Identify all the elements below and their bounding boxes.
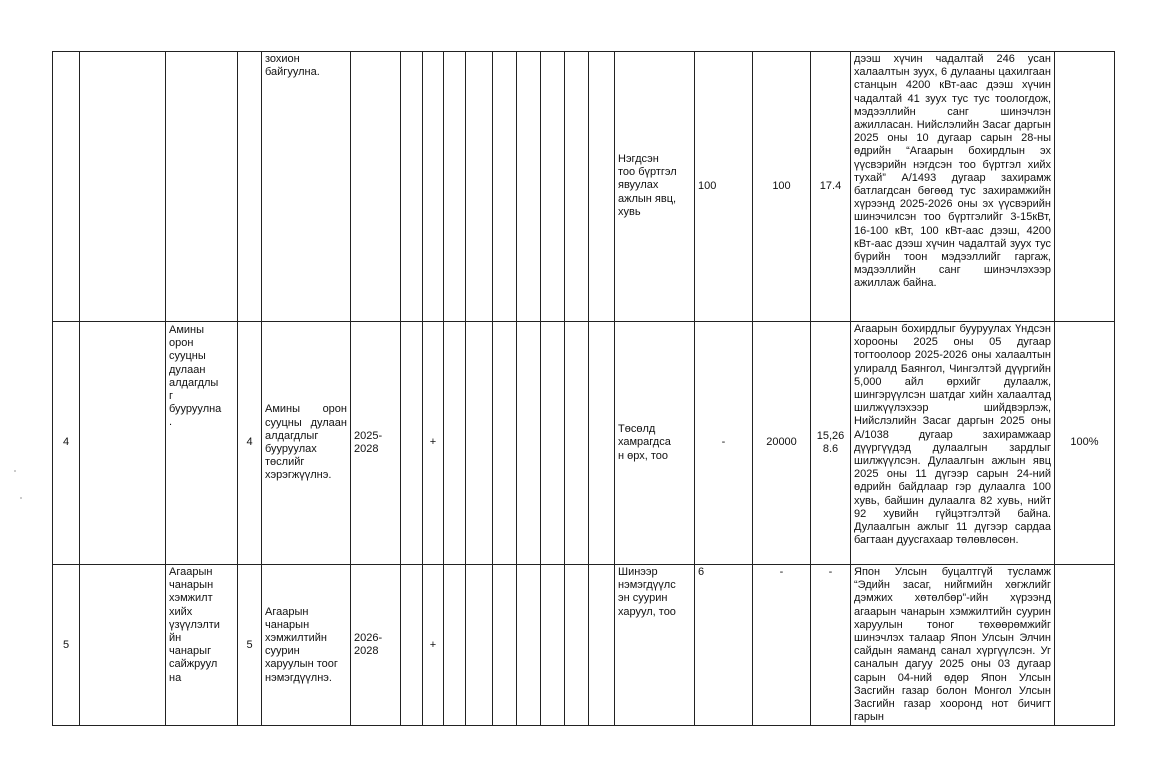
mark-cell	[565, 322, 589, 565]
report-cell: дээш хүчин чадалтай 246 усан халаалтын зуух, 6 дулааны цахилгаан станцын 4200 кВт-аас дээш хүчин чадалтай 41 зуух тус тус тоологдож, мэдээллийн санг шинэчлэн ажилласан. Нийслэлийн Засаг даргын 2025 оны 10 дугаар сарын 28-ны өдрийн “Агаарын бохирдлын эх үүсвэрийн нэгдсэн тоо бүртгэл хийх тухай” А/1493 дугаар захирамж батлагдсан бөгөөд тус захирамжийн хүрээнд 2025-2026 оны эх үүсвэрийн шинэчилсэн тоо бүртгэлийг 3-15кВт, 16-100 кВт, 100 кВт-аас дээш, 4200 кВт-аас дээш хүчин чадалтай зуух тус бүрийн тоон мэдээллийг гаргаж, мэдээллийн санг шинэчлэхээр ажиллаж байна.	[851, 52, 1055, 322]
years-cell: 2026- 2028	[351, 565, 401, 726]
mark-cell	[541, 52, 565, 322]
category-cell	[80, 52, 166, 322]
mark-cell	[466, 565, 493, 726]
years-cell: 2025- 2028	[351, 322, 401, 565]
action-cell: Амины орон сууцны дулаан алдагдлыг бууруулах төслийг хэрэгжүүлнэ.	[262, 322, 351, 565]
target-cell: -	[753, 565, 811, 726]
mark-cell	[541, 565, 565, 726]
mark-cell	[565, 565, 589, 726]
scan-speck	[14, 470, 16, 472]
mark-cell	[493, 52, 517, 322]
baseline-cell: 100	[695, 52, 753, 322]
mark-cell	[517, 322, 541, 565]
document-table	[52, 51, 1115, 726]
action-number	[238, 52, 262, 322]
action-number: 4	[238, 322, 262, 565]
mark-cell: +	[423, 565, 444, 726]
mark-cell	[444, 52, 466, 322]
actual-cell: -	[811, 565, 851, 726]
mark-cell	[517, 52, 541, 322]
mark-cell	[589, 52, 615, 322]
indicator-cell: Шинээр нэмэгдүүлс эн суурин харуул, тоо	[615, 565, 695, 726]
row-number	[53, 52, 80, 322]
percent-cell: 100%	[1055, 322, 1115, 565]
action-cell: зохион байгуулна.	[262, 52, 351, 322]
table-row	[53, 322, 1115, 565]
category-cell	[80, 565, 166, 726]
mark-cell	[401, 52, 423, 322]
report-cell: Япон Улсын буцалтгүй тусламж “Эдийн засаг, нийгмийн хөгжлийг дэмжих хөтөлбөр”-ийн хүрээнд агаарын чанарын хэмжилтийн суурин харуулын тоног төхөөрөмжийг шинэчлэх талаар Япон Улсын Элчин сайдын яаманд санал хүргүүлсэн. Уг саналын дагуу 2025 оны 03 дугаар сарын 04-ний өдөр Япон Улсын Засгийн газар болон Монгол Улсын Засгийн газар хооронд нот бичигт гарын	[851, 565, 1055, 726]
mark-cell	[444, 565, 466, 726]
indicator-cell: Төсөлд хамрагдса н өрх, тоо	[615, 322, 695, 565]
mark-cell	[466, 322, 493, 565]
mark-cell	[423, 52, 444, 322]
table-row	[53, 52, 1115, 322]
percent-cell	[1055, 565, 1115, 726]
mark-cell	[493, 322, 517, 565]
mark-cell	[589, 565, 615, 726]
mark-cell	[466, 52, 493, 322]
actual-cell: 17.4	[811, 52, 851, 322]
goal-cell	[166, 52, 238, 322]
baseline-cell: -	[695, 322, 753, 565]
percent-cell	[1055, 52, 1115, 322]
action-cell: Агаарын чанарын хэмжилтийн суурин харуулын тоог нэмэгдүүлнэ.	[262, 565, 351, 726]
mark-cell	[565, 52, 589, 322]
row-number: 4	[53, 322, 80, 565]
table-row	[53, 565, 1115, 726]
baseline-cell: 6	[695, 565, 753, 726]
mark-cell	[541, 322, 565, 565]
row-number: 5	[53, 565, 80, 726]
mark-cell	[589, 322, 615, 565]
years-cell	[351, 52, 401, 322]
category-cell	[80, 322, 166, 565]
action-number: 5	[238, 565, 262, 726]
report-cell: Агаарын бохирдлыг бууруулах Үндсэн хорооны 2025 оны 05 дугаар тогтоолоор 2025-2026 оны халаалтын улиралд Баянгол, Чингэлтэй дүүргийн 5,000 айл өрхийг дулаалж, шингэрүүлсэн шатдаг хийн халаалтад шилжүүлэхээр шийдвэрлэж, Нийслэлийн Засаг даргын 2025 оны А/1038 дугаар захирамжаар дүүргүүдэд дулаалгын зардлыг шилжүүлсэн. Дулаалгын ажлын явц 2025 оны 11 дүгээр сарын 24-ний өдрийн байдлаар гэр дулаалга 100 хувь, байшин дулаалга 82 хувь, нийт 92 хувийн гүйцэтгэлтэй байна. Дулаалгын ажлыг 11 дүгээр сардаа багтаан дуусгахаар төлөвлөсөн.	[851, 322, 1055, 565]
target-cell: 20000	[753, 322, 811, 565]
goal-cell: Агаарын чанарын хэмжилт хийх үзүүлэлти йн чанарыг сайжруул на	[166, 565, 238, 726]
mark-cell	[517, 565, 541, 726]
mark-cell	[401, 322, 423, 565]
indicator-cell: Нэгдсэн тоо бүртгэл явуулах ажлын явц, хувь	[615, 52, 695, 322]
mark-cell	[401, 565, 423, 726]
target-cell: 100	[753, 52, 811, 322]
mark-cell	[493, 565, 517, 726]
mark-cell: +	[423, 322, 444, 565]
mark-cell	[444, 322, 466, 565]
goal-cell: Амины орон сууцны дулаан алдагдлы г бууруулна .	[166, 322, 238, 565]
scan-speck	[20, 497, 22, 499]
actual-cell: 15,26 8.6	[811, 322, 851, 565]
